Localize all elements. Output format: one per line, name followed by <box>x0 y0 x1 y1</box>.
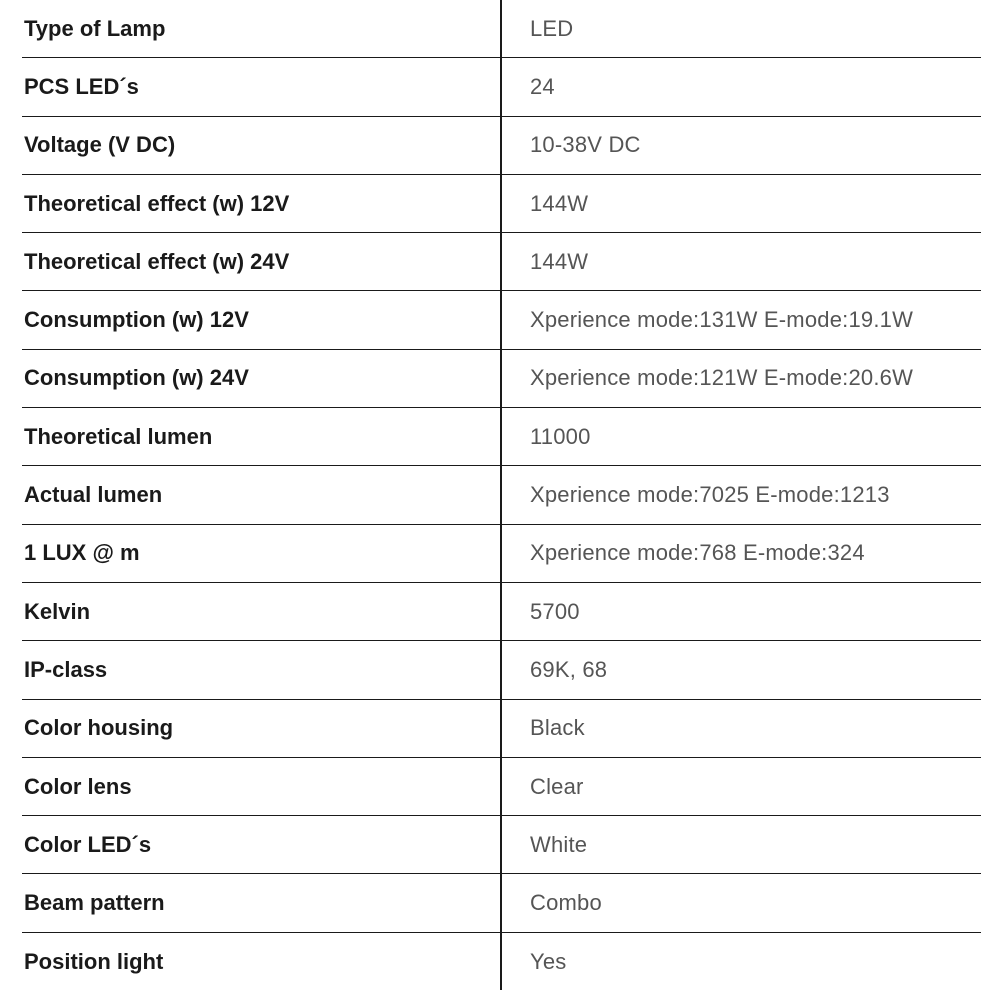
spec-value: 24 <box>530 73 555 99</box>
spec-label: Color LED´s <box>24 831 152 857</box>
spec-value: Yes <box>530 948 567 974</box>
spec-value: 69K, 68 <box>530 656 608 682</box>
spec-row-voltage <box>22 117 981 175</box>
spec-row-color-lens <box>22 758 981 816</box>
spec-row-type-of-lamp <box>22 0 981 58</box>
spec-table <box>22 0 981 991</box>
spec-row-theoretical-effect-24v <box>22 233 981 291</box>
spec-label: PCS LED´s <box>24 73 139 99</box>
spec-label: IP-class <box>24 656 108 682</box>
spec-value: Clear <box>530 773 584 799</box>
spec-row-kelvin <box>22 583 981 641</box>
spec-label: Consumption (w) 12V <box>24 307 249 333</box>
spec-label: Voltage (V DC) <box>24 132 176 158</box>
spec-value: Xperience mode:121W E-mode:20.6W <box>530 365 914 391</box>
spec-value: LED <box>530 15 574 41</box>
spec-value: Xperience mode:7025 E-mode:1213 <box>530 482 890 508</box>
spec-row-consumption-12v <box>22 291 981 349</box>
spec-value: Black <box>530 715 585 741</box>
spec-label: Theoretical effect (w) 12V <box>24 190 290 216</box>
spec-label: Position light <box>24 948 164 974</box>
spec-row-color-housing <box>22 700 981 758</box>
spec-value: 5700 <box>530 598 580 624</box>
spec-value: Combo <box>530 890 602 916</box>
spec-value: White <box>530 831 588 857</box>
spec-value: 10-38V DC <box>530 132 641 158</box>
spec-label: Color lens <box>24 773 132 799</box>
spec-label: Theoretical effect (w) 24V <box>24 248 290 274</box>
spec-row-beam-pattern <box>22 874 981 932</box>
spec-label: Actual lumen <box>24 482 163 508</box>
spec-label: 1 LUX @ m <box>24 540 140 566</box>
spec-row-theoretical-effect-12v <box>22 175 981 233</box>
spec-label: Beam pattern <box>24 890 165 916</box>
spec-row-lux-distance <box>22 525 981 583</box>
spec-row-consumption-24v <box>22 350 981 408</box>
spec-row-theoretical-lumen <box>22 408 981 466</box>
spec-value: Xperience mode:768 E-mode:324 <box>530 540 865 566</box>
spec-value: 144W <box>530 248 589 274</box>
spec-row-actual-lumen <box>22 466 981 524</box>
spec-label: Theoretical lumen <box>24 423 213 449</box>
spec-row-ip-class <box>22 641 981 699</box>
spec-row-color-leds <box>22 816 981 874</box>
spec-label: Type of Lamp <box>24 15 166 41</box>
spec-value: Xperience mode:131W E-mode:19.1W <box>530 307 914 333</box>
spec-value: 144W <box>530 190 589 216</box>
spec-row-pcs-leds <box>22 58 981 116</box>
spec-row-position-light <box>22 933 981 991</box>
spec-label: Consumption (w) 24V <box>24 365 249 391</box>
spec-value: 11000 <box>530 423 591 449</box>
spec-label: Kelvin <box>24 598 91 624</box>
spec-label: Color housing <box>24 715 174 741</box>
